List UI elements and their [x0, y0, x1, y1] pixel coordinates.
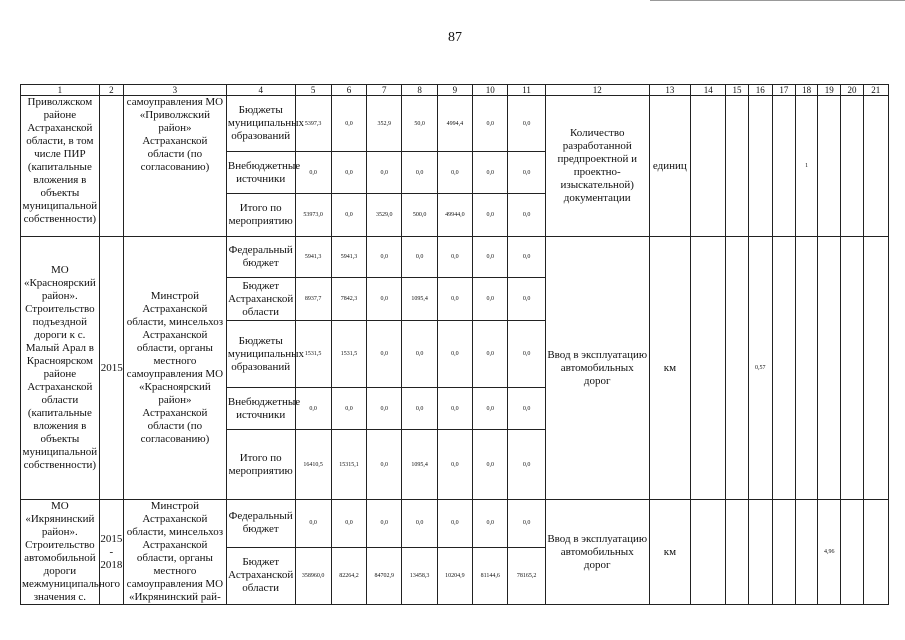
value-cell: 0,0: [437, 500, 472, 548]
target-value: 4,96: [818, 500, 841, 605]
value-cell: 0,0: [437, 430, 472, 500]
header-cell: 21: [863, 85, 888, 96]
header-cell: 14: [691, 85, 726, 96]
header-cell: 7: [367, 85, 402, 96]
value-cell: 78165,2: [508, 547, 545, 604]
empty-cell: [748, 96, 772, 237]
funding-source: Федеральный бюджет: [226, 237, 295, 278]
year-dash: -: [109, 545, 114, 558]
value-cell: 0,0: [331, 194, 366, 237]
value-cell: 0,0: [402, 152, 437, 194]
measure-executor: Минстрой Астраханской области, минсельхоз Астраханской области, органы местного самоуправления МО «Красноярский район» Астраханской области (по согласованию): [123, 237, 226, 500]
header-cell: 6: [331, 85, 366, 96]
page-number: 87: [448, 30, 462, 45]
header-cell: 11: [508, 85, 545, 96]
target-value: 0,57: [748, 237, 772, 500]
value-cell: 13458,3: [402, 547, 437, 604]
empty-cell: [772, 96, 795, 237]
empty-cell: [841, 96, 863, 237]
value-cell: 49944,0: [437, 194, 472, 237]
value-cell: 0,0: [473, 278, 508, 321]
value-cell: 0,0: [402, 388, 437, 430]
empty-cell: [841, 237, 863, 500]
value-cell: 0,0: [367, 430, 402, 500]
indicator-unit: км: [649, 500, 690, 605]
value-cell: 0,0: [331, 96, 366, 152]
value-cell: 50,0: [402, 96, 437, 152]
header-cell: 16: [748, 85, 772, 96]
table-row: [21, 500, 889, 548]
funding-source: Итого по мероприятию: [226, 194, 295, 237]
value-cell: 0,0: [331, 388, 366, 430]
value-cell: 358960,0: [295, 547, 331, 604]
value-cell: 0,0: [508, 388, 545, 430]
value-cell: 0,0: [508, 152, 545, 194]
value-cell: 0,0: [437, 321, 472, 388]
value-cell: 0,0: [508, 430, 545, 500]
value-cell: 0,0: [367, 278, 402, 321]
indicator-name: Ввод в эксплуатацию автомобильных дорог: [545, 237, 649, 500]
year-end: 2018: [100, 558, 123, 571]
value-cell: 0,0: [473, 500, 508, 548]
value-cell: 10204,9: [437, 547, 472, 604]
empty-cell: [841, 500, 863, 605]
value-cell: 0,0: [473, 388, 508, 430]
value-cell: 16410,5: [295, 430, 331, 500]
header-cell: 10: [473, 85, 508, 96]
header-cell: 17: [772, 85, 795, 96]
empty-cell: [863, 96, 888, 237]
empty-cell: [726, 500, 748, 605]
header-cell: 19: [818, 85, 841, 96]
value-cell: 0,0: [473, 194, 508, 237]
empty-cell: [863, 237, 888, 500]
funding-source: Бюджеты муниципальных образований: [226, 96, 295, 152]
empty-cell: [818, 237, 841, 500]
value-cell: 0,0: [367, 321, 402, 388]
value-cell: 0,0: [367, 388, 402, 430]
header-cell: 2: [99, 85, 123, 96]
funding-source: Бюджеты муниципальных образований: [226, 321, 295, 388]
measure-name: МО «Икрянинский район». Строительство автомобильной дороги межмуниципального значения с.: [22, 500, 120, 603]
measure-year: [99, 96, 123, 237]
value-cell: 0,0: [295, 388, 331, 430]
value-cell: 5941,3: [295, 237, 331, 278]
top-rule: [650, 0, 905, 1]
value-cell: 0,0: [437, 278, 472, 321]
measure-executor: Минстрой Астраханской области, минсельхоз Астраханской области, органы местного самоуправления МО «Икрянинский рай-: [123, 500, 226, 605]
table-row: [21, 237, 889, 278]
value-cell: 0,0: [331, 152, 366, 194]
measure-name: МО «Красноярский район». Строительство подъездной дороги к с. Малый Арал в Красноярском районе Астраханской области (капитальные вложения в объекты муниципальной собственности): [21, 237, 100, 500]
value-cell: 0,0: [508, 278, 545, 321]
value-cell: 0,0: [473, 237, 508, 278]
table-row: [21, 96, 889, 152]
value-cell: 15315,1: [331, 430, 366, 500]
empty-cell: [726, 237, 748, 500]
header-cell: 15: [726, 85, 748, 96]
value-cell: 0,0: [508, 237, 545, 278]
empty-cell: [818, 96, 841, 237]
value-cell: 1531,5: [331, 321, 366, 388]
empty-cell: [748, 500, 772, 605]
value-cell: 1095,4: [402, 278, 437, 321]
header-cell: 12: [545, 85, 649, 96]
value-cell: 8937,7: [295, 278, 331, 321]
value-cell: 352,9: [367, 96, 402, 152]
value-cell: 0,0: [402, 321, 437, 388]
header-cell: 5: [295, 85, 331, 96]
value-cell: 0,0: [508, 500, 545, 548]
value-cell: 0,0: [367, 152, 402, 194]
funding-source: Внебюджетные источники: [226, 388, 295, 430]
value-cell: 84702,9: [367, 547, 402, 604]
header-cell: 20: [841, 85, 863, 96]
indicator-unit: км: [649, 237, 690, 500]
header-cell: 8: [402, 85, 437, 96]
empty-cell: [726, 96, 748, 237]
indicator-name: Количество разработанной предпроектной и проектно-изыскательной) документации: [545, 96, 649, 237]
empty-cell: [796, 500, 818, 605]
measure-executor: самоуправления МО «Приволжский район» Астраханской области (по согласованию): [123, 96, 226, 237]
value-cell: 0,0: [331, 500, 366, 548]
value-cell: 0,0: [473, 321, 508, 388]
value-cell: 1531,5: [295, 321, 331, 388]
header-cell: 3: [123, 85, 226, 96]
value-cell: 0,0: [437, 237, 472, 278]
value-cell: 0,0: [437, 152, 472, 194]
empty-cell: [796, 237, 818, 500]
value-cell: 0,0: [508, 194, 545, 237]
header-cell: 9: [437, 85, 472, 96]
year-start: 2015: [100, 532, 123, 545]
header-cell: 1: [21, 85, 100, 96]
value-cell: 7842,3: [331, 278, 366, 321]
value-cell: 0,0: [402, 500, 437, 548]
measure-name: Приволжском районе Астраханской области, в том числе ПИР (капитальные вложения в объекты муниципальной собственности): [21, 96, 100, 237]
value-cell: 500,0: [402, 194, 437, 237]
header-cell: 4: [226, 85, 295, 96]
funding-source: Бюджет Астраханской области: [226, 278, 295, 321]
value-cell: 0,0: [508, 96, 545, 152]
target-value: 1: [796, 96, 818, 237]
funding-source: Бюджет Астраханской области: [226, 547, 295, 604]
empty-cell: [772, 500, 795, 605]
empty-cell: [863, 500, 888, 605]
value-cell: 0,0: [508, 321, 545, 388]
value-cell: 0,0: [473, 96, 508, 152]
value-cell: 53973,0: [295, 194, 331, 237]
measure-year: 2015: [99, 237, 123, 500]
value-cell: 0,0: [402, 237, 437, 278]
value-cell: 0,0: [367, 500, 402, 548]
value-cell: 0,0: [367, 237, 402, 278]
value-cell: 81144,6: [473, 547, 508, 604]
value-cell: 82264,2: [331, 547, 366, 604]
value-cell: 1095,4: [402, 430, 437, 500]
funding-source: Итого по мероприятию: [226, 430, 295, 500]
header-cell: 18: [796, 85, 818, 96]
value-cell: 0,0: [473, 430, 508, 500]
empty-cell: [691, 237, 726, 500]
empty-cell: [691, 500, 726, 605]
funding-source: Федеральный бюджет: [226, 500, 295, 548]
indicator-name: Ввод в эксплуатацию автомобильных дорог: [545, 500, 649, 605]
funding-source: Внебюджетные источники: [226, 152, 295, 194]
value-cell: 5941,3: [331, 237, 366, 278]
value-cell: 0,0: [295, 152, 331, 194]
value-cell: 0,0: [295, 500, 331, 548]
header-row: [21, 85, 889, 96]
header-cell: 13: [649, 85, 690, 96]
value-cell: 5397,3: [295, 96, 331, 152]
empty-cell: [691, 96, 726, 237]
budget-table: [20, 84, 889, 605]
value-cell: 0,0: [473, 152, 508, 194]
value-cell: 0,0: [437, 388, 472, 430]
value-cell: 3529,0: [367, 194, 402, 237]
value-cell: 4994,4: [437, 96, 472, 152]
empty-cell: [772, 237, 795, 500]
indicator-unit: единиц: [649, 96, 690, 237]
